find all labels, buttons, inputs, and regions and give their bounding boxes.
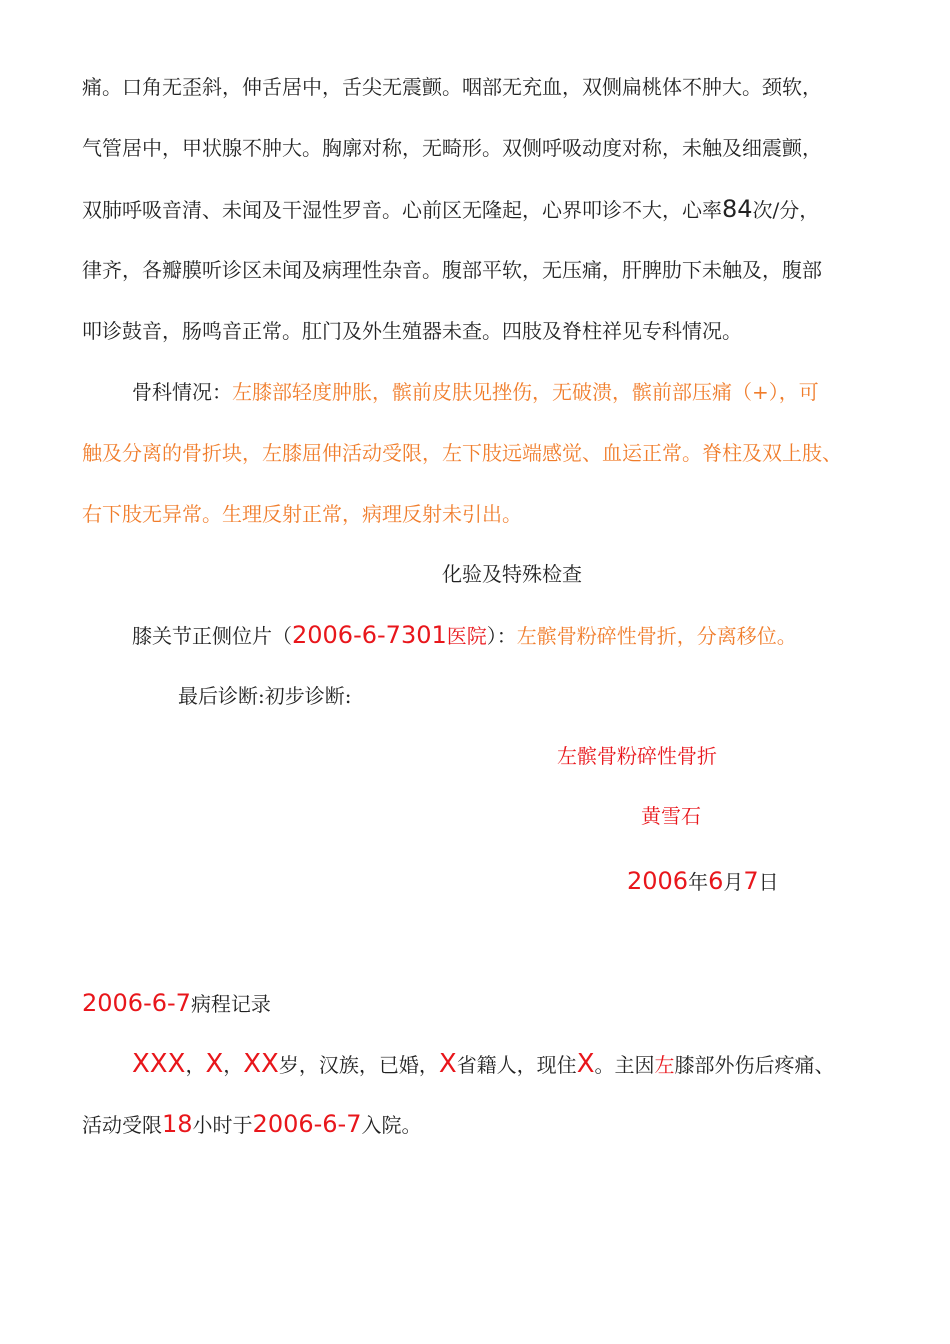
- ortho-line-2: 触及分离的骨折块，左膝屈伸活动受限，左下肢远端感觉、血运正常。脊柱及双上肢、: [82, 441, 842, 465]
- injury-hours: 18: [162, 1110, 193, 1138]
- ortho-text-1: 左膝部轻度肿胀，髌前皮肤见挫伤，无破溃，髌前部压痛（+），可: [232, 380, 819, 404]
- patient-province: X: [438, 1049, 457, 1079]
- patient-residence: X: [576, 1049, 595, 1079]
- diagnosis-year: 2006: [627, 867, 689, 895]
- progress-line-1: [132, 1051, 835, 1078]
- progress-text-6: 小时于: [192, 1113, 253, 1137]
- progress-text-2: 省籍人，现住: [456, 1053, 577, 1077]
- diagnosis-value: 左髌骨粉碎性骨折: [557, 744, 717, 768]
- comma-2: ，: [223, 1053, 244, 1077]
- doctor-name: 黄雪石: [641, 804, 701, 828]
- progress-text-5: 活动受限: [82, 1113, 162, 1137]
- year-char: 年: [688, 870, 709, 894]
- diagnosis-day: 7: [743, 867, 759, 895]
- xray-result: 左髌骨粉碎性骨折，分离移位。: [516, 624, 797, 648]
- ortho-label: 骨科情况：: [132, 380, 232, 404]
- ortho-line-1: [132, 379, 819, 405]
- xray-date: 2006-6-7301: [292, 621, 447, 649]
- patient-age: XX: [243, 1049, 279, 1079]
- xray-line: [132, 622, 797, 649]
- xray-label: 膝关节正侧位片（: [132, 624, 292, 648]
- lab-section-title: 化验及特殊检查: [442, 562, 582, 586]
- day-char: 日: [758, 870, 779, 894]
- exam-line-5: 叩诊鼓音，肠鸣音正常。肛门及外生殖器未查。四肢及脊柱祥见专科情况。: [82, 319, 742, 343]
- progress-text-7: 入院。: [361, 1113, 422, 1137]
- injury-side: 左: [654, 1053, 675, 1077]
- exam-line-3-text: 双肺呼吸音清、未闻及干湿性罗音。心前区无隆起，心界叩诊不大，心率: [82, 198, 722, 222]
- progress-title: 病程记录: [190, 992, 271, 1016]
- exam-line-1: 痛。口角无歪斜，伸舌居中，舌尖无震颤。咽部无充血，双侧扁桃体不肿大。颈软，: [82, 75, 822, 99]
- exam-line-3: [82, 196, 819, 223]
- xray-hospital: 医院: [446, 624, 487, 648]
- diagnosis-date: [627, 868, 779, 895]
- progress-line-2: [82, 1111, 421, 1138]
- diagnosis-label: 最后诊断:初步诊断:: [178, 684, 352, 708]
- progress-text-4: 膝部外伤后疼痛、: [674, 1053, 835, 1077]
- patient-name: XXX: [132, 1049, 186, 1079]
- exam-line-4: 律齐，各瓣膜听诊区未闻及病理性杂音。腹部平软，无压痛，肝脾肋下未触及，腹部: [82, 258, 822, 282]
- progress-date: 2006-6-7: [82, 989, 191, 1017]
- month-char: 月: [723, 870, 744, 894]
- admission-date: 2006-6-7: [252, 1110, 362, 1138]
- progress-text-3: 。主因: [594, 1053, 655, 1077]
- progress-header: [82, 990, 271, 1017]
- diagnosis-month: 6: [708, 867, 724, 895]
- progress-text-1: 岁，汉族，已婚，: [278, 1053, 439, 1077]
- patient-sex: X: [205, 1049, 224, 1079]
- heart-rate-value: 84: [722, 195, 753, 223]
- comma-1: ，: [185, 1053, 206, 1077]
- exam-line-2: 气管居中，甲状腺不肿大。胸廓对称，无畸形。双侧呼吸动度对称，未触及细震颤，: [82, 136, 822, 160]
- xray-colon: ）：: [486, 624, 517, 648]
- heart-rate-unit: 次/分，: [752, 198, 820, 222]
- ortho-line-3: 右下肢无异常。生理反射正常，病理反射未引出。: [82, 502, 522, 526]
